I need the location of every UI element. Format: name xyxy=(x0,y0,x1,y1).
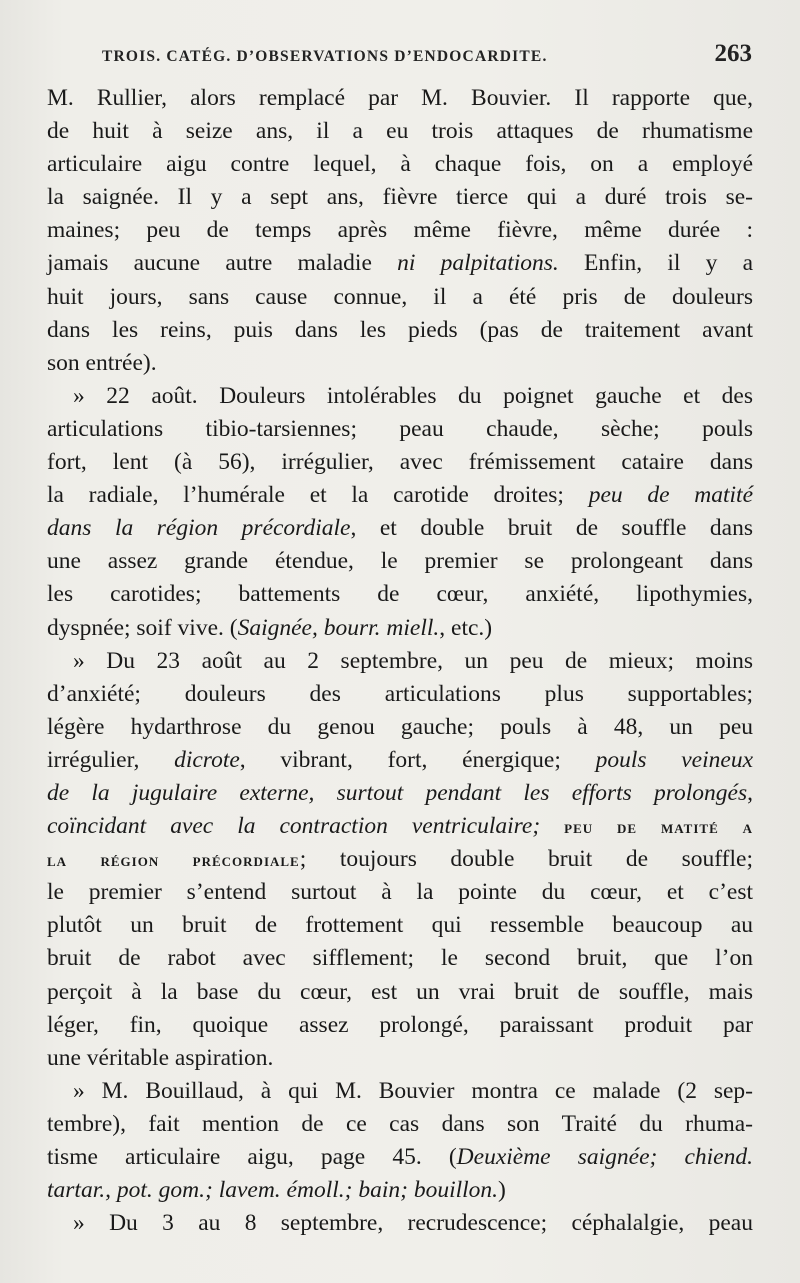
text-span: la saignée. Il y a sept ans, fièvre tierce qui a duré trois se- xyxy=(47,184,753,211)
text-span: ; toujours double bruit de souffle; xyxy=(299,846,753,873)
text-line xyxy=(47,976,753,1009)
page-number: 263 xyxy=(714,40,752,67)
text-line xyxy=(47,1042,753,1075)
text-line xyxy=(47,380,753,413)
text-span: , xyxy=(747,779,753,806)
text-span: la radiale, l’humérale et la carotide droites; xyxy=(47,482,589,509)
text-span: » 22 août. Douleurs intolérables du poignet gauche et des xyxy=(73,382,753,409)
text-line xyxy=(47,82,753,115)
text-span: dans les reins, puis dans les pieds (pas de traitement avant xyxy=(47,316,753,343)
running-head: TROIS. CATÉG. D’OBSERVATIONS D’ENDOCARDITE. xyxy=(102,48,548,65)
text-line xyxy=(47,876,753,909)
text-span: M. Rullier, alors remplacé par M. Bouvier. Il rapporte que, xyxy=(47,85,753,111)
text-span: les carotides; battements de cœur, anxiété, lipothymies, xyxy=(47,581,753,608)
text-line xyxy=(47,181,753,214)
text-line xyxy=(47,909,753,942)
text-span: léger, fin, quoique assez prolongé, paraissant produit par xyxy=(47,1011,753,1038)
text-span: le premier s’entend surtout à la pointe du cœur, et c’est xyxy=(47,879,753,906)
text-line xyxy=(47,314,753,347)
italic-span: peu de matité xyxy=(588,482,754,509)
text-span: ) xyxy=(498,1177,506,1204)
text-line xyxy=(47,512,753,545)
text-span: Enfin, il y a xyxy=(558,250,754,277)
italic-span: tartar., pot. gom.; lavem. émoll.; bain; bouillon. xyxy=(47,1177,499,1204)
text-span: » Du 3 au 8 septembre, recrudescence; céphalalgie, peau xyxy=(73,1210,753,1237)
text-line xyxy=(47,645,753,678)
text-span: son entrée). xyxy=(47,349,157,376)
text-span: fort, lent (à 56), irrégulier, avec frémissement cataire dans xyxy=(47,449,753,476)
text-line xyxy=(47,446,753,479)
text-span: une véritable aspiration. xyxy=(47,1044,274,1071)
text-line xyxy=(47,1009,753,1042)
text-span: articulaire aigu contre lequel, à chaque fois, on a employé xyxy=(47,151,753,178)
text-span: , etc.) xyxy=(439,614,493,641)
text-line xyxy=(47,1075,753,1108)
text-span: jamais aucune autre maladie xyxy=(47,250,398,277)
text-span: huit jours, sans cause connue, il a été pris de douleurs xyxy=(47,283,753,310)
text-line xyxy=(47,942,753,975)
italic-span: Saignée, bourr. miell. xyxy=(237,614,440,641)
italic-span: pouls veineux xyxy=(595,746,753,773)
text-line xyxy=(47,777,753,810)
text-span: plutôt un bruit de frottement qui ressemble beaucoup au xyxy=(47,912,753,939)
text-line xyxy=(47,678,753,711)
small-caps-span: la région précordiale xyxy=(47,850,300,872)
text-line xyxy=(47,413,753,446)
body-text xyxy=(47,82,753,1240)
text-span: , et double bruit de souffle dans xyxy=(350,515,754,542)
text-line xyxy=(47,612,753,645)
text-line xyxy=(47,479,753,512)
text-span: dyspnée; soif vive. ( xyxy=(47,614,238,641)
page-header xyxy=(92,40,752,74)
italic-span: coïncidant avec la contraction ventriculaire; xyxy=(47,813,541,840)
text-span: , vibrant, fort, énergique; xyxy=(239,746,596,773)
italic-span: dicrote xyxy=(174,746,240,773)
text-line xyxy=(47,843,753,876)
text-line xyxy=(47,347,753,380)
text-span: articulations tibio-tarsiennes; peau chaude, sèche; pouls xyxy=(47,415,753,442)
text-line xyxy=(47,810,753,843)
text-span: une assez grande étendue, le premier se prolongeant dans xyxy=(47,548,753,575)
text-span: d’anxiété; douleurs des articulations plus supportables; xyxy=(47,680,753,707)
text-span: légère hydarthrose du genou gauche; pouls à 48, un peu xyxy=(47,713,753,740)
text-span: » Du 23 août au 2 septembre, un peu de mieux; moins xyxy=(73,647,753,674)
text-line xyxy=(47,148,753,181)
text-line xyxy=(47,1141,753,1174)
text-line xyxy=(47,214,753,247)
text-span: de huit à seize ans, il a eu trois attaques de rhumatisme xyxy=(47,118,753,145)
text-span: maines; peu de temps après même fièvre, même durée : xyxy=(47,217,753,244)
text-line xyxy=(47,1174,753,1207)
text-line xyxy=(47,711,753,744)
text-span: » M. Bouillaud, à qui M. Bouvier montra ce malade (2 sep- xyxy=(73,1077,753,1104)
text-span: perçoit à la base du cœur, est un vrai bruit de souffle, mais xyxy=(47,978,753,1005)
text-span: bruit de rabot avec sifflement; le second bruit, que l’on xyxy=(47,945,753,972)
text-line xyxy=(47,247,753,280)
italic-span: Deuxième saignée; chiend. xyxy=(456,1144,753,1170)
text-span: tembre), fait mention de ce cas dans son Traité du rhuma- xyxy=(47,1110,753,1137)
text-span: tisme articulaire aigu, page 45. ( xyxy=(47,1144,457,1170)
text-line xyxy=(47,744,753,777)
italic-span: dans la région précordiale xyxy=(47,515,351,542)
text-line xyxy=(47,1108,753,1141)
text-span: irrégulier, xyxy=(47,746,175,773)
text-line xyxy=(47,578,753,611)
small-caps-span: peu de matité a xyxy=(564,817,753,839)
text-line xyxy=(47,545,753,578)
text-line xyxy=(47,281,753,314)
text-line xyxy=(47,1207,753,1240)
text-line xyxy=(47,115,753,148)
text-span xyxy=(540,813,564,839)
italic-span: de la jugulaire externe, surtout pendant les efforts prolongés xyxy=(47,779,748,806)
italic-span: ni palpitations. xyxy=(397,250,559,277)
